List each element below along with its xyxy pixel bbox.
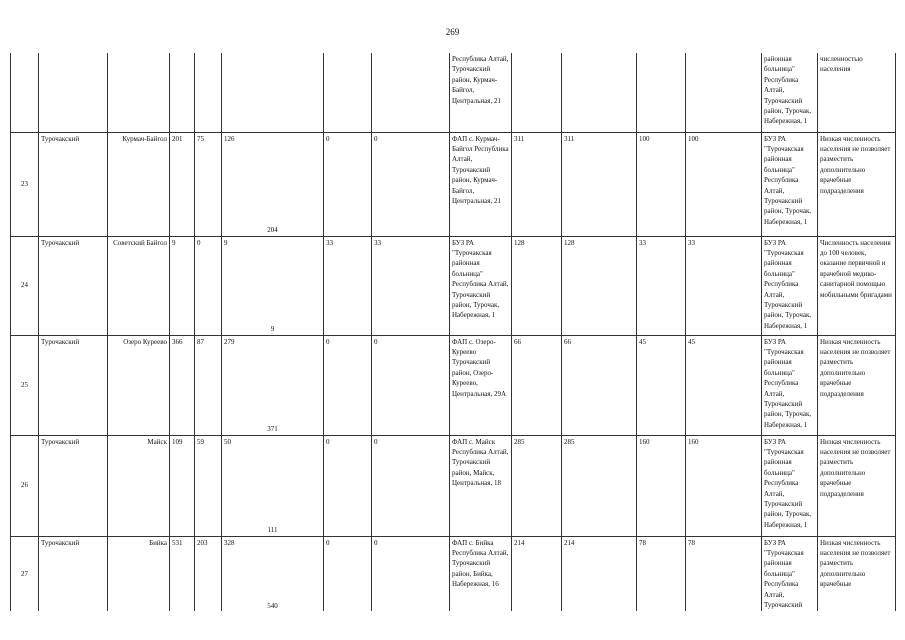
population-adults — [222, 132, 324, 236]
population-sum: 540 — [267, 601, 278, 610]
table-row — [11, 236, 896, 335]
population-children: 0 — [195, 236, 222, 335]
row-number: 24 — [11, 236, 39, 335]
population-total: 9 — [170, 236, 195, 335]
population-children: 59 — [195, 435, 222, 536]
value-4: 0 — [324, 536, 372, 611]
value-8 — [637, 53, 686, 132]
settlement: Курмач-Байгол — [108, 132, 170, 236]
settlement: Советский Байгол — [108, 236, 170, 335]
table-row — [11, 435, 896, 536]
value-4: 33 — [324, 236, 372, 335]
population-adults-value: 328 — [224, 538, 235, 547]
row-number: 26 — [11, 435, 39, 536]
page-number: 269 — [445, 27, 460, 37]
population-adults — [222, 536, 324, 611]
population-adults — [222, 236, 324, 335]
note: Численность населения до 100 человек, оказание первичной и врачебной медико-санитарной помощью мобильными бригадами — [818, 236, 896, 335]
settlement — [108, 53, 170, 132]
facility-address: ФАП с. Озеро-Куреево Турочакский район, Озеро-Куреево, Центральная, 29А — [450, 335, 512, 435]
value-9: 78 — [686, 536, 762, 611]
population-total: 201 — [170, 132, 195, 236]
district: Турочакский — [39, 335, 108, 435]
note: Низкая численность населения не позволяет разместить дополнительно врачебные — [818, 536, 896, 611]
organization: БУЗ РА "Турочакская районная больница" Республика Алтай, Турочакский — [762, 536, 818, 611]
population-total: 531 — [170, 536, 195, 611]
organization: БУЗ РА "Турочакская районная больница" Республика Алтай, Турочакский район, Турочак, Набережная, 1 — [762, 236, 818, 335]
district: Турочакский — [39, 236, 108, 335]
value-9: 33 — [686, 236, 762, 335]
value-9 — [686, 53, 762, 132]
organization: районная больница" Республика Алтай, Турочакский район, Турочак, Набережная, 1 — [762, 53, 818, 132]
population-adults — [222, 335, 324, 435]
row-number — [11, 53, 39, 132]
settlement: Озеро Куреево — [108, 335, 170, 435]
value-4: 0 — [324, 132, 372, 236]
value-6: 214 — [512, 536, 562, 611]
table-row — [11, 132, 896, 236]
organization: БУЗ РА "Турочакская районная больница" Республика Алтай, Турочакский район, Турочак, Набережная, 1 — [762, 335, 818, 435]
district: Турочакский — [39, 536, 108, 611]
note: Низкая численность населения не позволяет разместить дополнительно врачебные подразделения — [818, 335, 896, 435]
population-total: 366 — [170, 335, 195, 435]
value-7: 214 — [562, 536, 637, 611]
population-adults-value: 279 — [224, 337, 235, 346]
value-4 — [324, 53, 372, 132]
facility-address: ФАП с. Майск Республика Алтай, Турочакский район, Майск, Центральная, 18 — [450, 435, 512, 536]
population-children: 75 — [195, 132, 222, 236]
value-8: 78 — [637, 536, 686, 611]
facility-address: БУЗ РА "Турочакская районная больница" Республика Алтай, Турочакский район, Турочак, Набережная, 1 — [450, 236, 512, 335]
table-row — [11, 335, 896, 435]
population-adults — [222, 435, 324, 536]
value-9: 45 — [686, 335, 762, 435]
table-body — [11, 53, 896, 611]
facility-address: Республика Алтай, Турочакский район, Курмач-Байгол, Центральная, 21 — [450, 53, 512, 132]
row-number: 23 — [11, 132, 39, 236]
population-adults-value: 9 — [224, 238, 228, 247]
value-7: 128 — [562, 236, 637, 335]
table-row — [11, 53, 896, 132]
organization: БУЗ РА "Турочакская районная больница" Республика Алтай, Турочакский район, Турочак, Набережная, 1 — [762, 435, 818, 536]
value-7: 311 — [562, 132, 637, 236]
value-9: 100 — [686, 132, 762, 236]
population-adults — [222, 53, 324, 132]
settlement: Майск — [108, 435, 170, 536]
value-5: 0 — [372, 335, 450, 435]
value-5 — [372, 53, 450, 132]
value-8: 100 — [637, 132, 686, 236]
value-8: 33 — [637, 236, 686, 335]
value-5: 0 — [372, 132, 450, 236]
value-5: 0 — [372, 435, 450, 536]
note: численностью населения — [818, 53, 896, 132]
data-table — [10, 53, 896, 611]
value-4: 0 — [324, 435, 372, 536]
value-5: 0 — [372, 536, 450, 611]
value-4: 0 — [324, 335, 372, 435]
population-adults-value: 50 — [224, 437, 231, 446]
population-sum: 111 — [267, 526, 278, 535]
population-children: 87 — [195, 335, 222, 435]
table-row — [11, 536, 896, 611]
facility-address: ФАП с. Курмач-Байгол Республика Алтай, Турочакский район, Курмач-Байгол, Центральная, 21 — [450, 132, 512, 236]
value-6: 311 — [512, 132, 562, 236]
population-children — [195, 53, 222, 132]
population-sum: 204 — [267, 226, 278, 235]
population-sum: 9 — [270, 325, 275, 334]
district — [39, 53, 108, 132]
note: Низкая численность населения не позволяет разместить дополнительно врачебные подразделения — [818, 435, 896, 536]
value-5: 33 — [372, 236, 450, 335]
value-6: 285 — [512, 435, 562, 536]
value-8: 160 — [637, 435, 686, 536]
value-7 — [562, 53, 637, 132]
district: Турочакский — [39, 435, 108, 536]
population-adults-value: 126 — [224, 134, 235, 143]
value-6 — [512, 53, 562, 132]
value-6: 66 — [512, 335, 562, 435]
value-7: 66 — [562, 335, 637, 435]
population-total — [170, 53, 195, 132]
population-sum: 371 — [267, 425, 278, 434]
note: Низкая численность населения не позволяет разместить дополнительно врачебные подразделения — [818, 132, 896, 236]
settlement: Бийка — [108, 536, 170, 611]
value-7: 285 — [562, 435, 637, 536]
district: Турочакский — [39, 132, 108, 236]
value-8: 45 — [637, 335, 686, 435]
organization: БУЗ РА "Турочакская районная больница" Республика Алтай, Турочакский район, Турочак, Набережная, 1 — [762, 132, 818, 236]
value-9: 160 — [686, 435, 762, 536]
row-number: 25 — [11, 335, 39, 435]
population-total: 109 — [170, 435, 195, 536]
value-6: 128 — [512, 236, 562, 335]
facility-address: ФАП с. Бийка Республика Алтай, Турочакский район, Бийка, Набережная, 16 — [450, 536, 512, 611]
population-children: 203 — [195, 536, 222, 611]
row-number: 27 — [11, 536, 39, 611]
